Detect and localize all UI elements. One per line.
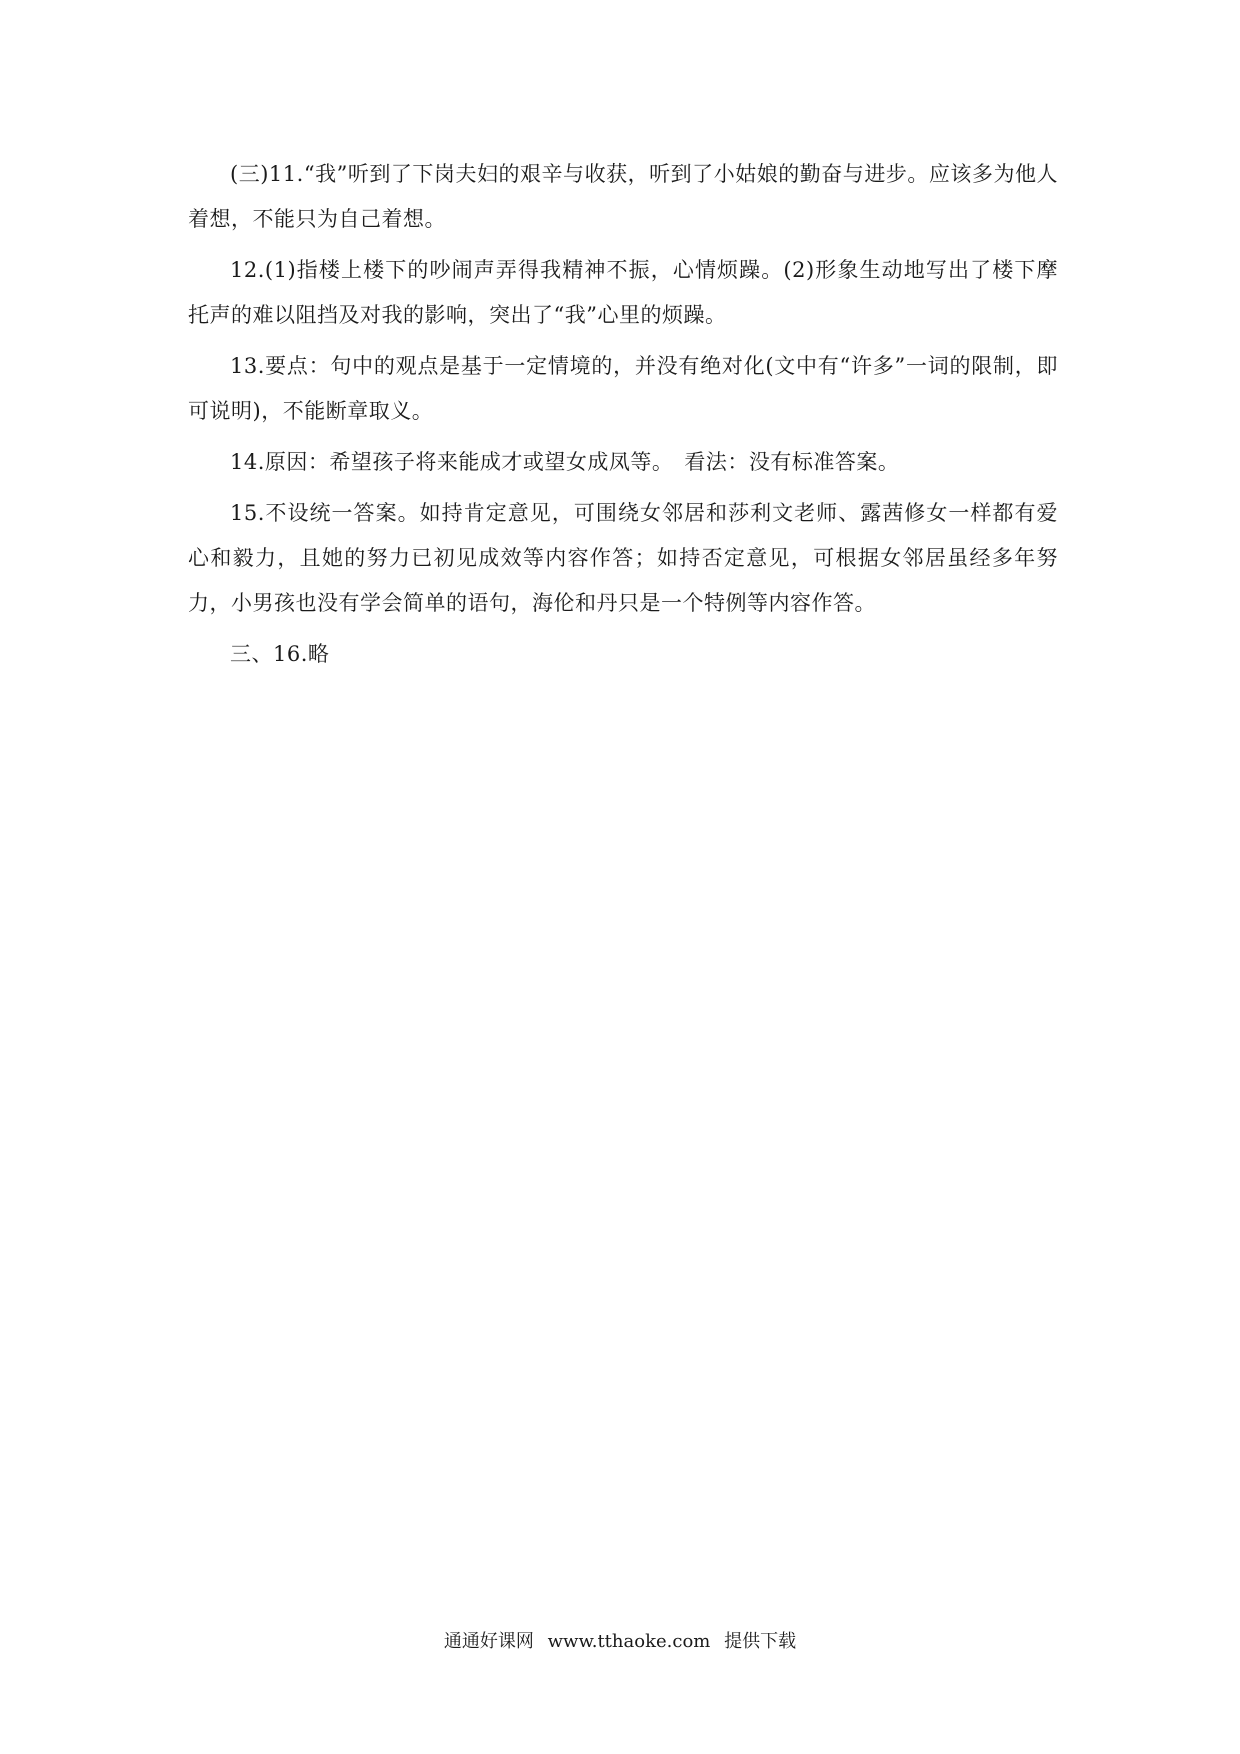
answer-content (188, 152, 1058, 683)
footer-suffix: 提供下载 (724, 1631, 797, 1652)
answer-paragraph-16: 三、16.略 (230, 642, 330, 666)
page-footer (0, 1630, 1240, 1654)
answer-paragraph-11: (三)11.“我”听到了下岗夫妇的艰辛与收获，听到了小姑娘的勤奋与进步。应该多为他人着想，不能只为自己着想。 (188, 162, 1058, 231)
footer-url[interactable]: www.tthaoke.com (547, 1631, 711, 1652)
answer-paragraph-15: 15.不设统一答案。如持肯定意见，可围绕女邻居和莎利文老师、露茜修女一样都有爱心和毅力，且她的努力已初见成效等内容作答；如持否定意见，可根据女邻居虽经多年努力，小男孩也没有学会简单的语句，海伦和丹只是一个特例等内容作答。 (188, 501, 1058, 615)
answer-paragraph-14: 14.原因：希望孩子将来能成才或望女成凤等。 看法：没有标准答案。 (230, 450, 900, 474)
footer-site-name: 通通好课网 (443, 1631, 534, 1652)
answer-paragraph-12: 12.(1)指楼上楼下的吵闹声弄得我精神不振，心情烦躁。(2)形象生动地写出了楼下摩托声的难以阻挡及对我的影响，突出了“我”心里的烦躁。 (188, 258, 1058, 327)
answer-paragraph-13: 13.要点：句中的观点是基于一定情境的，并没有绝对化(文中有“许多”一词的限制，即可说明)，不能断章取义。 (188, 354, 1058, 423)
